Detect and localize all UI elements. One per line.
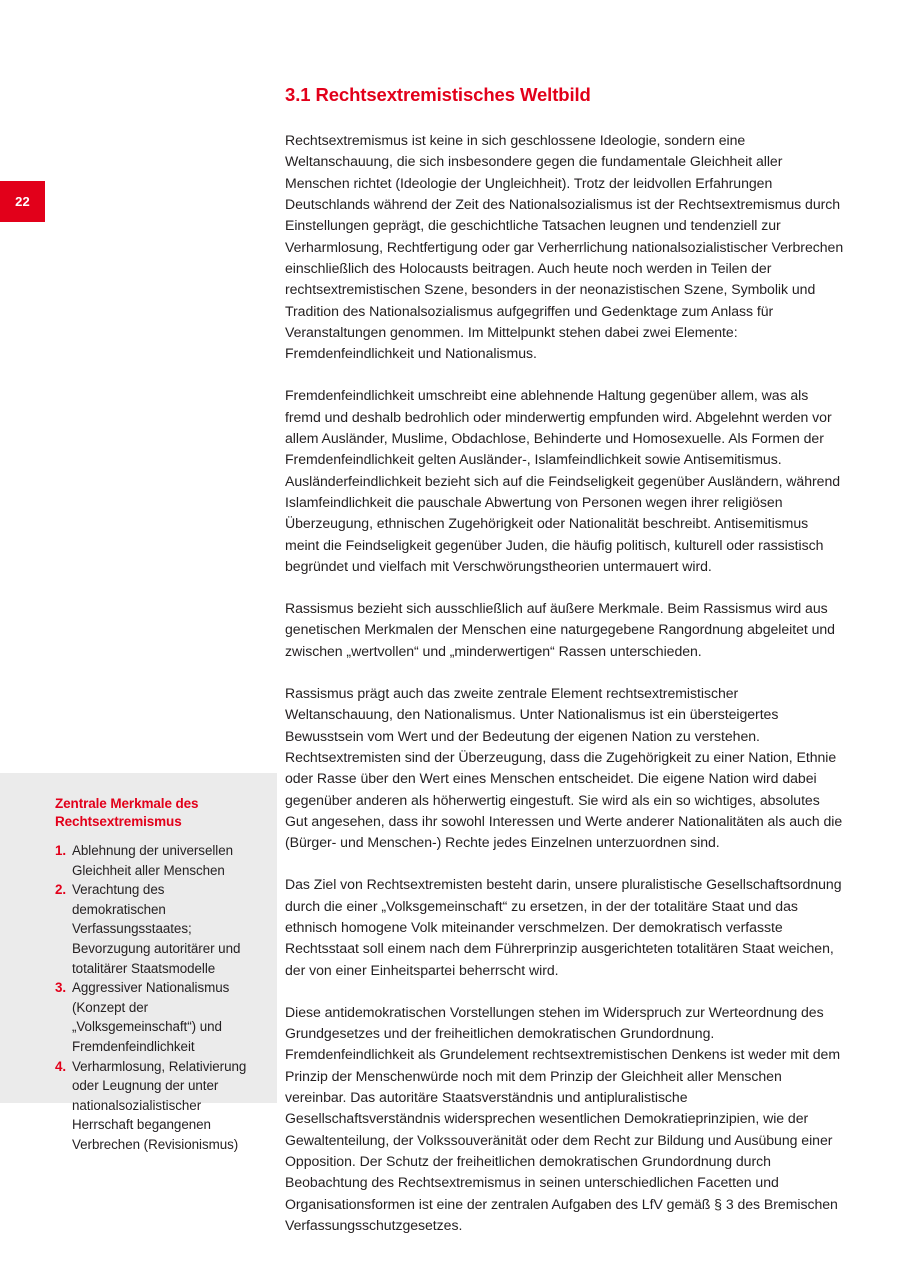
list-item-number: 2.: [55, 882, 67, 898]
main-content-column: [285, 84, 845, 1236]
list-item-label: Verharmlosung, Relativierung oder Leugnung der unter nationalsozialistischer Herrschaft begangenen Verbrechen (Revisionismus): [72, 1058, 247, 1152]
page-number-badge: [0, 181, 45, 222]
list-item-number: 3.: [55, 980, 67, 996]
list-item: [55, 978, 247, 1056]
list-item: [55, 841, 247, 880]
sidebar-info-box: [0, 773, 277, 1152]
paragraph-grundordnung-schutz: Diese antidemokratischen Vorstellungen stehen im Widerspruch zur Werteordnung des Grundgesetzes und der freiheitlichen demokratischen Grundordnung. Fremdenfeindlichkeit als Grundelement rechtsextremistischen Denkens ist weder mit dem Prinzip der Menschenwürde noch mit dem Prinzip der Gleichheit aller Menschen vereinbar. Das autoritäre Staatsverständnis und antipluralistische Gesellschaftsverständnis widersprechen wesentlichen Demokratieprinzipien, wie der Gewaltenteilung, der Volkssouveränität oder dem Recht zur Bildung und Ausübung einer Opposition. Der Schutz der freiheitlichen demokratischen Grundordnung durch Beobachtung des Rechtsextremismus in seinen unterschiedlichen Facetten und Organisationsformen ist eine der zentralen Aufgaben des LfV gemäß § 3 des Bremischen Verfassungsschutzgesetzes.: [285, 1003, 841, 1233]
list-item-label: Verachtung des demokratischen Verfassungsstaates; Bevorzugung autoritärer und totalitärer Staatsmodelle: [72, 882, 241, 976]
paragraph-nationalismus: Rassismus prägt auch das zweite zentrale Element rechtsextremistischer Weltanschauung, den Nationalismus. Unter Nationalismus ist ein übersteigertes Bewusstsein vom Wert und der Bedeutung der eigenen Nation zu verstehen. Rechtsextremisten sind der Überzeugung, dass die Zugehörigkeit zu einer Nation, Ethnie oder Rasse über den Wert eines Menschen entscheidet. Die eigene Nation wird dabei gegenüber anderen als höherwertig eingestuft. Sie wird als ein so wichtiges, absolutes Gut angesehen, dass ihr sowohl Interessen und Werte anderer Nationalitäten als auch die (Bürger- und Menschen-) Rechte jedes Einzelnen unterzuordnen sind.: [285, 685, 843, 851]
list-item: [55, 1057, 247, 1155]
paragraph-rechtsextremismus-definition: Rechtsextremismus ist keine in sich geschlossene Ideologie, sondern eine Weltanschauung, die sich insbesondere gegen die fundamentale Gleichheit aller Menschen richtet (Ideologie der Ungleichheit). Trotz der leidvollen Erfahrungen Deutschlands während der Zeit des Nationalsozialismus ist der Rechtsextremismus durch Einstellungen geprägt, die geschichtliche Tatsachen leugnen und tendenziell zur Verharmlosung, Rechtfertigung oder gar Verherrlichung nationalsozialistischer Verbrechen einschließlich des Holocausts beitragen. Auch heute noch werden in Teilen der rechtsextremistischen Szene, besonders in der neonazistischen Szene, Symbolik und Tradition des Nationalsozialismus aufgegriffen und Gedenktage zum Anlass für Veranstaltungen genommen. Im Mittelpunkt stehen dabei zwei Elemente: Fremdenfeindlichkeit und Nationalismus.: [285, 132, 844, 362]
page-number-label: 22: [15, 194, 30, 209]
list-item-number: 4.: [55, 1058, 67, 1074]
section-heading: 3.1 Rechtsextremistisches Weltbild: [285, 84, 591, 105]
list-item-label: Ablehnung der universellen Gleichheit aller Menschen: [72, 843, 233, 878]
sidebar-merkmale-list: [55, 841, 247, 1155]
list-item: [55, 880, 247, 978]
sidebar-title: Zentrale Merkmale des Rechtsextremismus: [55, 796, 199, 829]
paragraph-fremdenfeindlichkeit: Fremdenfeindlichkeit umschreibt eine ablehnende Haltung gegenüber allem, was als fremd und deshalb bedrohlich oder minderwertig empfunden wird. Abgelehnt werden vor allem Ausländer, Muslime, Obdachlose, Behinderte und Homosexuelle. Als Formen der Fremdenfeindlichkeit gelten Ausländer-, Islamfeindlichkeit sowie Antisemitismus. Ausländerfeindlichkeit bezieht sich auf die Feindseligkeit gegenüber Ausländern, während Islamfeindlichkeit die pauschale Abwertung von Personen wegen ihrer religiösen Überzeugung, ethnischen Zugehörigkeit oder Nationalität beschreibt. Antisemitismus meint die Feindseligkeit gegenüber Juden, die häufig politisch, kulturell oder rassistisch begründet und vielfach mit Verschwörungstheorien untermauert wird.: [285, 387, 841, 574]
paragraph-volksgemeinschaft-ziel: Das Ziel von Rechtsextremisten besteht darin, unsere pluralistische Gesellschaftsordnung durch die einer „Volksgemeinschaft“ zu ersetzen, in der der totalitäre Staat und das ethnisch homogene Volk miteinander verschmelzen. Der demokratisch verfasste Rechtsstaat soll einem nach dem Führerprinzip ausgerichteten totalitären Staat weichen, der von einer Einheitspartei beherrscht wird.: [285, 876, 842, 978]
paragraph-rassismus-merkmale: Rassismus bezieht sich ausschließlich auf äußere Merkmale. Beim Rassismus wird aus genetischen Merkmalen der Menschen eine naturgegebene Rangordnung abgeleitet und zwischen „wertvollen“ und „minderwertigen“ Rassen unterschieden.: [285, 600, 835, 659]
list-item-number: 1.: [55, 843, 67, 858]
list-item-label: Aggressiver Nationalismus (Konzept der „Volksgemeinschaft“) und Fremdenfeindlichkeit: [72, 980, 230, 1054]
